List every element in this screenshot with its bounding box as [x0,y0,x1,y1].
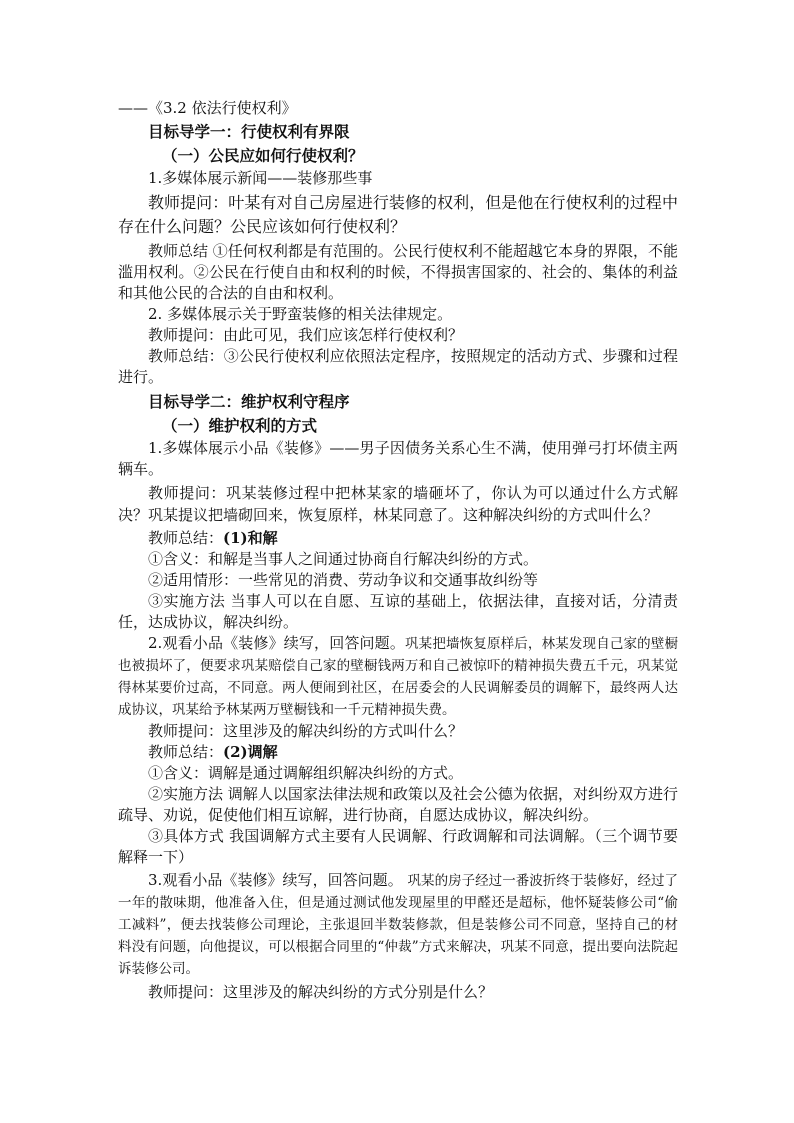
term-heading: (1)和解 [223,529,278,547]
paragraph [118,633,678,721]
term-heading: (2)调解 [223,743,278,761]
paragraph: ③具体方式 我国调解方式主要有人民调解、行政调解和司法调解。（三个调节要解释一下） [118,827,678,866]
paragraph: 1.多媒体展示小品《装修》——男子因债务关系心生不满，使用弹弓打坏债主两辆车。 [118,439,678,478]
paragraph: 教师提问：由此可见，我们应该怎样行使权利？ [148,326,464,344]
label: 教师总结： [148,529,224,547]
paragraph [118,870,678,980]
document-title: ——《3.2 依法行使权利》 [118,99,297,117]
paragraph: 教师提问：巩某装修过程中把林某家的墙砸坏了，你认为可以通过什么方式解决？巩某提议把墙砌回来，恢复原样，林某同意了。这种解决纠纷的方式叫什么？ [118,484,678,524]
section2-heading: 目标导学二：维护权利守程序 [148,392,350,411]
paragraph [118,742,678,763]
section1-subheading: （一）公民应如何行使权利？ [162,146,364,165]
paragraph: 教师总结 ①任何权利都是有范围的。公民行使权利不能超越它本身的界限，不能滥用权利。②公民在行使自由和权利的时候，不得损害国家的、社会的、集体的利益和其他公民的合法的自由和权利。 [118,242,678,302]
section2-subheading: （一）维护权利的方式 [162,416,318,435]
paragraph: ②适用情形：一些常见的消费、劳动争议和交通事故纠纷等 [148,571,539,589]
document-page [118,96,678,1003]
paragraph: 教师提问：这里涉及的解决纠纷的方式叫什么？ [148,722,464,740]
paragraph: 教师总结：③公民行使权利应依照法定程序，按照规定的活动方式、步骤和过程进行。 [118,347,678,386]
paragraph: ③实施方法 当事人可以在自愿、互谅的基础上，依据法律，直接对话，分清责任，达成协议，解决纠纷。 [118,592,678,631]
paragraph: ②实施方法 调解人以国家法律法规和政策以及社会公德为依据，对纠纷双方进行疏导、劝说，促使他们相互谅解，进行协商，自愿达成协议，解决纠纷。 [118,785,678,824]
label: 3.观看小品《装修》续写，回答问题。 [148,871,408,889]
paragraph: 1.多媒体展示新闻——装修那些事 [148,169,373,187]
story-text: 巩某把墙恢复原样后，林某发现自己家的壁橱也被损坏了，便要求巩某赔偿自己家的壁橱钱两万和自己被惊吓的精神损失费五千元，巩某觉得林某要价过高，不同意。两人便闹到社区，在居委会的人民调解委员的调解下，最终两人达成协议，巩某给予林某两万壁橱钱和一千元精神损失费。 [118,636,678,718]
section1-heading: 目标导学一：行使权利有界限 [148,122,350,141]
paragraph: 教师提问：叶某有对自己房屋进行装修的权利，但是他在行使权利的过程中存在什么问题？公民应该如何行使权利？ [118,193,678,236]
paragraph: ①含义：调解是通过调解组织解决纠纷的方式。 [148,764,464,782]
story-text: 巩某的房子经过一番波折终于装修好，经过了一年的散味期，他准备入住，但是通过测试他发现屋里的甲醛还是超标，他怀疑装修公司“偷工减料”，便去找装修公司理论，主张退回半数装修款，但是装修公司不同意，坚持自己的材料没有问题，向他提议，可以根据合同里的“仲裁”方式来解决，巩某不同意，提出要向法院起诉装修公司。 [118,873,678,977]
paragraph: 教师提问：这里涉及的解决纠纷的方式分别是什么？ [148,983,494,1001]
label: 2.观看小品《装修》续写，回答问题。 [148,634,405,652]
paragraph: 2. 多媒体展示关于野蛮装修的相关法律规定。 [148,305,453,323]
label: 教师总结： [148,743,224,761]
paragraph: ①含义：和解是当事人之间通过协商自行解决纠纷的方式。 [148,550,539,568]
paragraph [118,528,678,549]
